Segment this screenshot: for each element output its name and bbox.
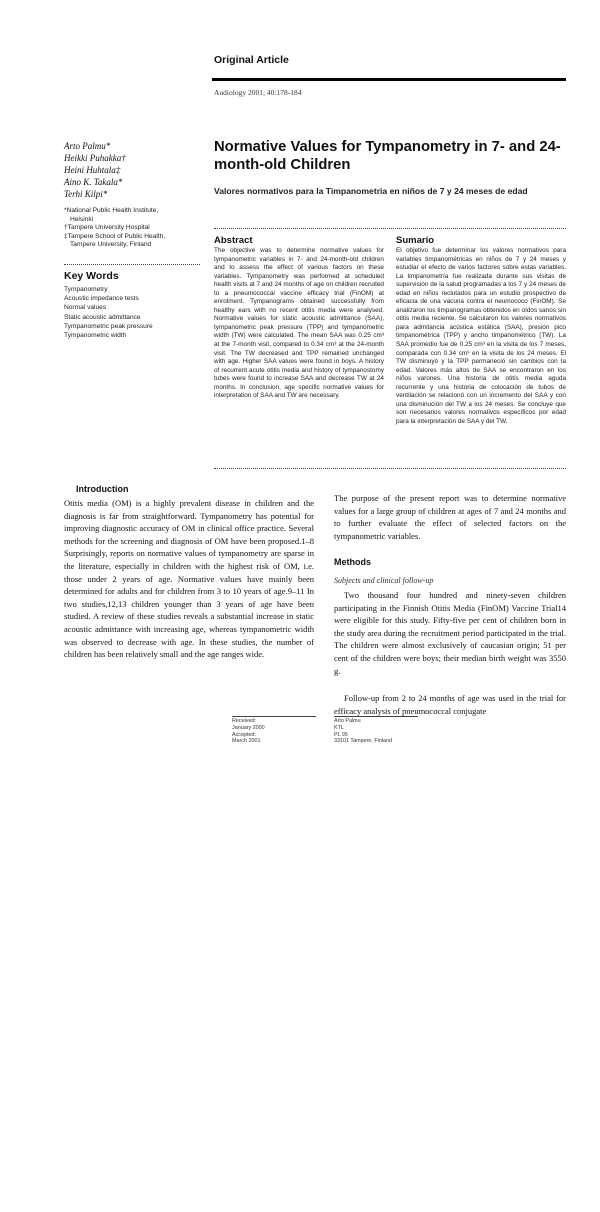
received-line: Accepted: <box>232 731 256 738</box>
introduction-text: Otitis media (OM) is a highly prevalent disease in children and the diagnosis is far from straightforward. Tympanometry has potential for improving diagnostic accuracy of OM in clinical office practice. Several methods for the screening and diagnosis of OM have been proposed.1–8 Surprisingly, reports on normative values of tympanometry are sparse in the literature, especially in children with the highest risk of OM, i.e. those under 2 years of age. Normative values have mainly been determined for adults and for children from 3 to 10 years of age.9–11 In two studies,12,13 children younger than 3 years of age have been studied. A review of these studies reveals a substantial increase in static acoustic admittance with increasing age, whereas tympanometric width was observed to decrease with age. In these studies, the number of children has been relatively small and the age ranges wide. <box>64 498 314 660</box>
header-rule <box>212 78 566 81</box>
received-line: Received: <box>232 718 256 724</box>
affiliation: *National Public Health Institute, <box>64 207 159 214</box>
author: Aino K. Takala* <box>64 177 123 187</box>
received-line: March 2001 <box>232 738 261 745</box>
affiliation: Tampere University, Finland <box>70 241 152 249</box>
methods-subheading: Subjects and clinical follow-up <box>334 576 434 585</box>
keyword: Acoustic impedance tests <box>64 295 139 303</box>
dotted-divider <box>64 264 200 265</box>
footer-rule <box>232 716 316 717</box>
affiliation: ‡Tampere School of Public Health, <box>64 232 166 240</box>
correspondence-line: PL 95 <box>334 731 348 738</box>
article-subtitle: Valores normativos para la Timpanometria en niños de 7 y 24 meses de edad <box>214 186 528 196</box>
methods-heading: Methods <box>334 557 371 567</box>
introduction-heading: Introduction <box>76 484 129 494</box>
abstract-heading: Abstract <box>214 235 253 246</box>
keyword: Tympanometric peak pressure <box>64 322 153 330</box>
sumario-heading: Sumario <box>396 235 435 246</box>
purpose-paragraph: The purpose of the present report was to determine normative values for a large group of children at ages of 7 and 24 months and to further evaluate the effect of selected factors on the tympanometric variables. <box>334 493 566 541</box>
correspondence-line: 33101 Tampere, Finland <box>334 738 393 745</box>
keywords-list <box>64 285 214 340</box>
keyword: Tympanometry <box>64 286 108 293</box>
sumario-text: El objetivo fue determinar los valores normativos para variables timpanométricas en niños de 7 y 24 meses y estudiar el efecto de varios factores sobre estas variables. La timpanometría fue realizada durante sus visitas de supervisión de la salud programadas a los 7 y 24 meses de edad en niños reclutados para un estudio prospectivo de eficacia de una vacuna contra el neumococo (FinOM). Se analizaron los timpanogramas obtenidos en oídos sanos sin otitis media reciente. Se calcularon los valores normativos para admitancia acústica estática (SAA), presión pico timpanométrica (TPP) y ancho timpanométrico (TW). La SAA promedio fue de 0.25 cm³ en la visita de los 7 meses, comparada con 0.34 cm³ en la visita de los 24 meses. El TW disminuyó y la TPP permaneció sin cambios con la edad. Valores más altos de SAA se encontraron en los niños varones. Una historia de otitis media aguda recurrente y una historia de colocación de tubos de ventilación se relacionó con un incremento del SAA y con una disminución del TW a los 24 meses. Se concluye que son necesarios valores normativos específicos por edad para la interpretación de SAA y del TW. <box>396 247 566 425</box>
keywords-heading: Key Words <box>64 270 119 282</box>
keyword: Static acoustic admittance <box>64 313 141 321</box>
dotted-divider <box>214 228 566 229</box>
dotted-divider <box>214 468 566 469</box>
journal-citation: Audiology 2001; 40:178-184 <box>214 88 302 97</box>
abstract-text: The objective was to determine normative values for tympanometric variables in 7- and 24-month-old children and to assess the effect of various factors on these variables. Tympanometry was performed at scheduled health visits at 7 and 24 months of age on children recruited to a pneumococcal vaccine efficacy trial (FinOM) at enrolment. Tympanograms obtained successfully from healthy ears with no recent otitis media were analysed. Normative values for static acoustic admittance (SAA), tympanometric peak pressure (TPP) and tympanometric width (TW) were calculated. The mean SAA was 0.25 cm³ at the 7-month visit, compared to 0.34 cm³ at the 24-month visit. The TW decreased and TPP remained unchanged with age. Higher SAA values were found in boys. A history of recurrent acute otitis media and history of tympanostomy tubes were found to increase SAA and decrease TW at 24 months. In conclusion, age specific normative values for interpretation of SAA and TW are necessary. <box>214 247 384 400</box>
affiliation: Helsinki <box>70 215 94 223</box>
methods-paragraph: Follow-up from 2 to 24 months of age was used in the trial for efficacy analysis of pneumococcal conjugate <box>334 693 566 716</box>
footer-rule <box>334 716 418 717</box>
article-title: Normative Values for Tympanometry in 7- and 24-month-old Children <box>214 139 561 173</box>
author: Terhi Kilpi* <box>64 189 108 199</box>
correspondence-line: KTL <box>334 724 344 731</box>
section-label: Original Article <box>214 54 289 66</box>
received-line: January 2000 <box>232 724 265 731</box>
author: Heini Huhtala‡ <box>64 165 121 175</box>
affiliations <box>64 207 204 250</box>
methods-paragraph: Two thousand four hundred and ninety-seven children participating in the Finnish Otitis Media (FinOM) Vaccine Trial14 were eligible for this study. Fifty-five per cent of children born in the study area during the recruitment period participated in the trial. The children were almost exclusively of caucasian origin; 51 per cent of the children were boys; their median birth weight was 3550 g. <box>334 590 566 676</box>
keyword: Normal values <box>64 304 107 312</box>
affiliation: †Tampere University Hospital <box>64 224 150 232</box>
correspondence-line: Arto Palmu <box>334 718 361 724</box>
received-dates <box>232 718 265 745</box>
correspondence-address <box>334 718 392 745</box>
author: Arto Palmu* <box>64 141 111 151</box>
author: Heikki Puhakka† <box>64 153 126 163</box>
keyword: Tympanometric width <box>64 332 127 340</box>
author-list <box>64 140 204 200</box>
